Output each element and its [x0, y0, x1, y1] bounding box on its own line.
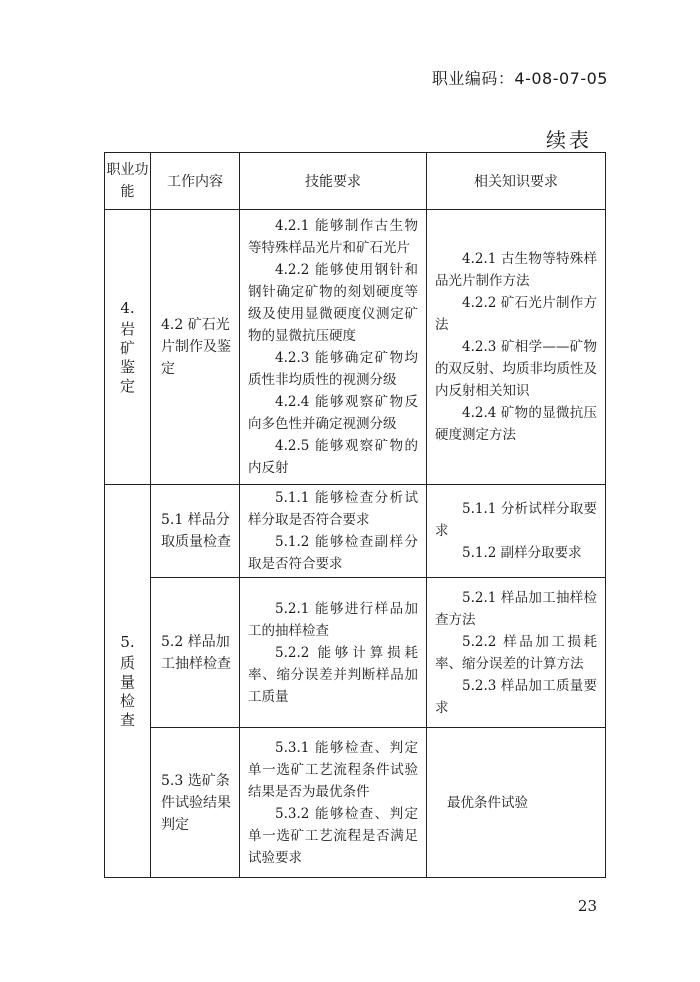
table-row [105, 728, 606, 878]
work-content-cell: 5.2 样品加工抽样检查 [151, 578, 240, 728]
knowledge-item: 4.2.3 矿相学——矿物的双反射、均质非均质性及内反射相关知识 [435, 339, 597, 399]
function-cell-4 [105, 210, 151, 485]
skills-cell [240, 485, 427, 578]
knowledge-item: 4.2.1 古生物等特殊样品光片制作方法 [435, 251, 597, 289]
table-row [105, 485, 606, 578]
page-number: 23 [577, 897, 597, 915]
knowledge-item: 4.2.4 矿物的显微抗压硬度测定方法 [435, 405, 597, 443]
knowledge-item: 4.2.2 矿石光片制作方法 [435, 295, 597, 333]
function-name: 岩矿鉴定 [120, 319, 136, 395]
knowledge-item: 5.1.1 分析试样分取要求 [435, 501, 597, 539]
occupation-code: 职业编码：4-08-07-05 [431, 69, 608, 88]
col-header-content: 工作内容 [151, 153, 240, 210]
table-header-row [105, 153, 606, 210]
skill-item: 5.3.1 能够检查、判定单一选矿工艺流程条件试验结果是否为最优条件 [248, 739, 418, 800]
skill-item: 4.2.2 能够使用钢针和钢针确定矿物的刻划硬度等级及使用显微硬度仪测定矿物的显微抗压硬度 [248, 262, 418, 344]
knowledge-cell [427, 485, 606, 578]
knowledge-item: 5.2.3 样品加工质量要求 [435, 677, 597, 716]
knowledge-item: 5.2.1 样品加工抽样检查方法 [435, 589, 597, 628]
skill-item: 5.2.2 能够计算损耗率、缩分误差并判断样品加工质量 [248, 644, 418, 705]
col-header-skills: 技能要求 [240, 153, 427, 210]
skill-item: 4.2.5 能够观察矿物的内反射 [248, 438, 418, 476]
requirements-table [104, 152, 606, 878]
work-content-cell: 5.1 样品分取质量检查 [151, 485, 240, 578]
skill-item: 5.2.1 能够进行样品加工的抽样检查 [248, 600, 418, 639]
col-header-function-label: 职业功能 [106, 162, 149, 200]
skills-cell [240, 210, 427, 485]
skill-item: 4.2.3 能够确定矿物均质性非均质性的视测分级 [248, 350, 418, 388]
skills-cell [240, 578, 427, 728]
knowledge-cell [427, 578, 606, 728]
continued-label: 续表 [546, 128, 592, 152]
col-header-function [105, 153, 151, 210]
work-content-cell: 4.2 矿石光片制作及鉴定 [151, 210, 240, 485]
skill-item: 5.1.1 能够检查分析试样分取是否符合要求 [248, 490, 418, 528]
table-row [105, 210, 606, 485]
knowledge-item: 最优条件试验 [447, 794, 528, 811]
skill-item: 4.2.1 能够制作古生物等特殊样品光片和矿石光片 [248, 218, 418, 256]
function-cell-5 [105, 485, 151, 878]
knowledge-cell [427, 210, 606, 485]
function-number: 5. [120, 632, 135, 651]
skill-item: 5.3.2 能够检查、判定单一选矿工艺流程是否满足试验要求 [248, 805, 418, 866]
col-header-knowledge: 相关知识要求 [427, 153, 606, 210]
table-row [105, 578, 606, 728]
function-name: 质量检查 [120, 653, 136, 729]
knowledge-item: 5.2.2 样品加工损耗率、缩分误差的计算方法 [435, 633, 597, 672]
skill-item: 5.1.2 能够检查副样分取是否符合要求 [248, 534, 418, 572]
function-number: 4. [120, 298, 135, 317]
work-content-cell: 5.3 选矿条件试验结果判定 [151, 728, 240, 878]
knowledge-cell [427, 728, 606, 878]
skill-item: 4.2.4 能够观察矿物反向多色性并确定视测分级 [248, 394, 418, 432]
knowledge-item: 5.1.2 副样分取要求 [462, 545, 582, 561]
skills-cell [240, 728, 427, 878]
